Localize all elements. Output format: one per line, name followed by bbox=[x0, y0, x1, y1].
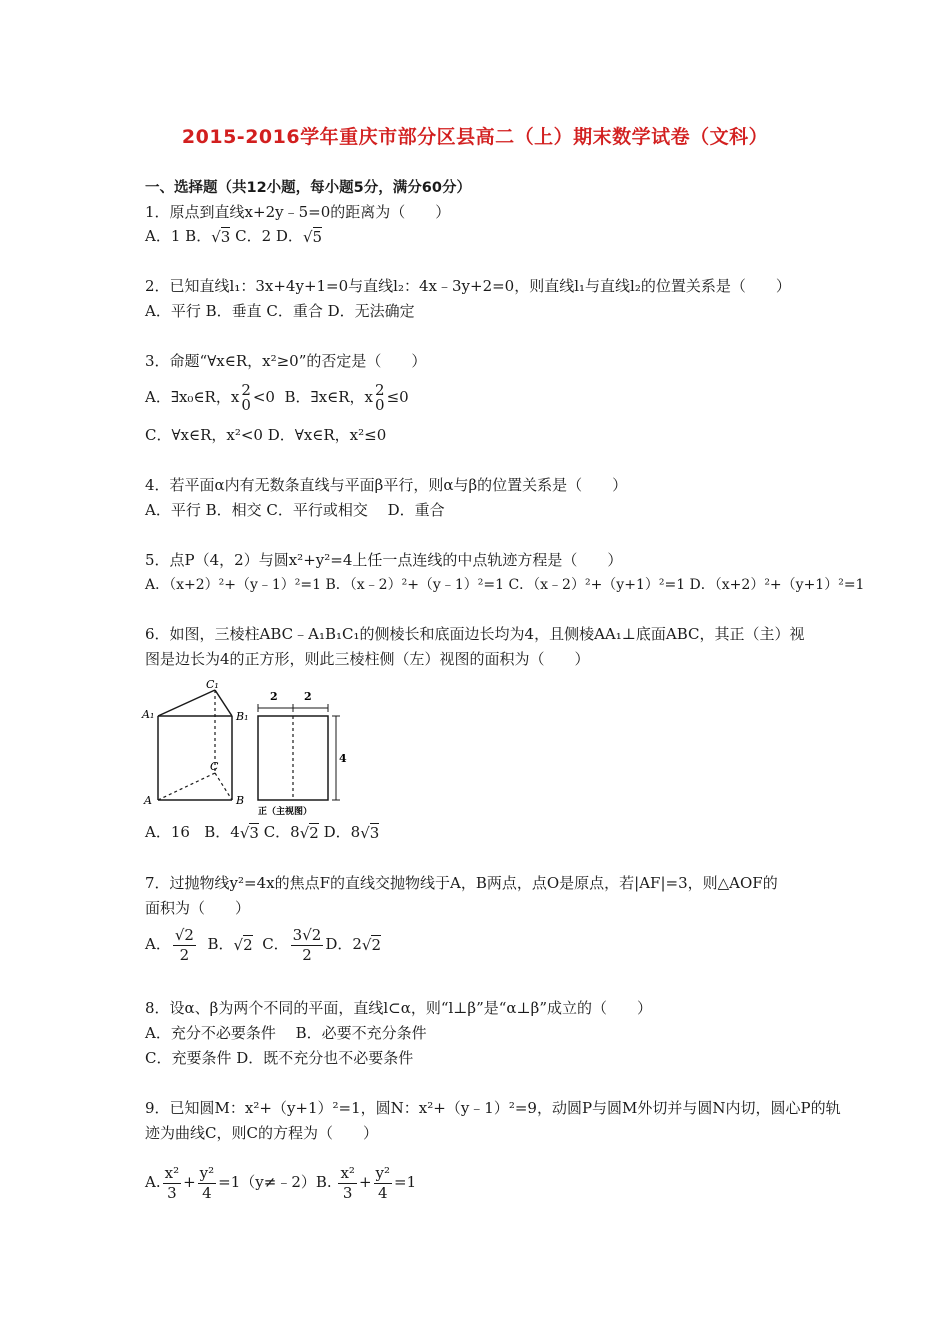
question-1-stem: 1．原点到直线x+2y﹣5=0的距离为（ ） bbox=[145, 203, 451, 221]
question-6-stem-2: 图是边长为4的正方形，则此三棱柱侧（左）视图的面积为（ ） bbox=[145, 650, 590, 668]
label-b: B bbox=[236, 794, 245, 807]
section-heading: 一、选择题（共12小题，每小题5分，满分60分） bbox=[145, 180, 471, 196]
question-9-stem-2: 迹为曲线C，则C的方程为（ ） bbox=[145, 1124, 378, 1142]
question-8-stem: 8．设α、β为两个不同的平面，直线l⊂α，则“l⊥β”是“α⊥β”成立的（ ） bbox=[145, 999, 652, 1017]
question-3-options-cd: C．∀x∈R，x²<0 D．∀x∈R，x²≤0 bbox=[145, 426, 387, 444]
prism-figure bbox=[140, 676, 350, 816]
question-9-stem-1: 9．已知圆M：x²+（y+1）²=1，圆N：x²+（y﹣1）²=9，动圆P与圆M外切并与圆N内切，圆心P的轨 bbox=[145, 1099, 841, 1117]
question-3-stem: 3．命题“∀x∈R，x²≥0”的否定是（ ） bbox=[145, 352, 427, 370]
question-7-options: A． $\frac{√2}{2}$ B．√2 C． $\frac{3√2}{2}$ D．2√2 bbox=[145, 925, 382, 964]
view-caption: 正（主视图） bbox=[258, 807, 313, 816]
question-4-options: A．平行 B．相交 C．平行或相交 D．重合 bbox=[145, 501, 445, 519]
dim-right: 2 bbox=[304, 690, 312, 703]
label-a: A bbox=[144, 794, 152, 807]
question-2-options: A．平行 B．垂直 C．重合 D．无法确定 bbox=[145, 302, 415, 320]
label-a1: A₁ bbox=[142, 708, 155, 721]
question-6-options: A．16 B．4√3 C．8√2 D．8√3 bbox=[145, 823, 380, 842]
question-7-stem-2: 面积为（ ） bbox=[145, 899, 251, 917]
question-7-stem-1: 7．过抛物线y²=4x的焦点F的直线交抛物线于A，B两点，点O是原点，若|AF|=3，则△AOF的 bbox=[145, 874, 778, 892]
sqrt-symbol: √5 bbox=[302, 228, 323, 246]
dim-height: 4 bbox=[339, 752, 347, 765]
label-b1: B₁ bbox=[236, 710, 249, 723]
label-c1: C₁ bbox=[206, 678, 219, 691]
question-3-options-ab: A．∃x₀∈R，x 2 0 <0 B．∃x∈R，x 2 0 ≤0 bbox=[145, 381, 409, 414]
sqrt-symbol: √3 bbox=[211, 228, 231, 246]
label-c: C bbox=[210, 760, 219, 773]
question-8-options-1: A．充分不必要条件 B．必要不充分条件 bbox=[145, 1024, 427, 1042]
question-6-stem-1: 6．如图，三棱柱ABC﹣A₁B₁C₁的侧棱长和底面边长均为4，且侧棱AA₁⊥底面ABC，其正（主）视 bbox=[145, 625, 805, 643]
question-9-options: A. $\frac{\text{x²}}{3}$ + $\frac{\text{y²}}{4}$ =1（y≠﹣2）B. $\frac{\text{x²}}{3}$ + $\frac{\text{y²}}{4}$ =1 bbox=[145, 1163, 417, 1202]
question-4-stem: 4．若平面α内有无数条直线与平面β平行，则α与β的位置关系是（ ） bbox=[145, 476, 628, 494]
page-title: 2015-2016学年重庆市部分区县高二（上）期末数学试卷（文科） bbox=[181, 126, 769, 148]
question-2-stem: 2．已知直线l₁：3x+4y+1=0与直线l₂：4x﹣3y+2=0，则直线l₁与直线l₂的位置关系是（ ） bbox=[145, 277, 791, 295]
question-1-options: A．1 B．√3 C．2 D．√5 bbox=[145, 227, 323, 246]
question-5-stem: 5．点P（4，2）与圆x²+y²=4上任一点连线的中点轨迹方程是（ ） bbox=[145, 551, 623, 569]
question-5-options: A．（x+2）²+（y﹣1）²=1 B．（x﹣2）²+（y﹣1）²=1 C．（x﹣2）²+（y+1）²=1 D．（x+2）²+（y+1）²=1 bbox=[145, 577, 865, 593]
dim-left: 2 bbox=[270, 690, 278, 703]
question-8-options-2: C．充要条件 D．既不充分也不必要条件 bbox=[145, 1049, 414, 1067]
